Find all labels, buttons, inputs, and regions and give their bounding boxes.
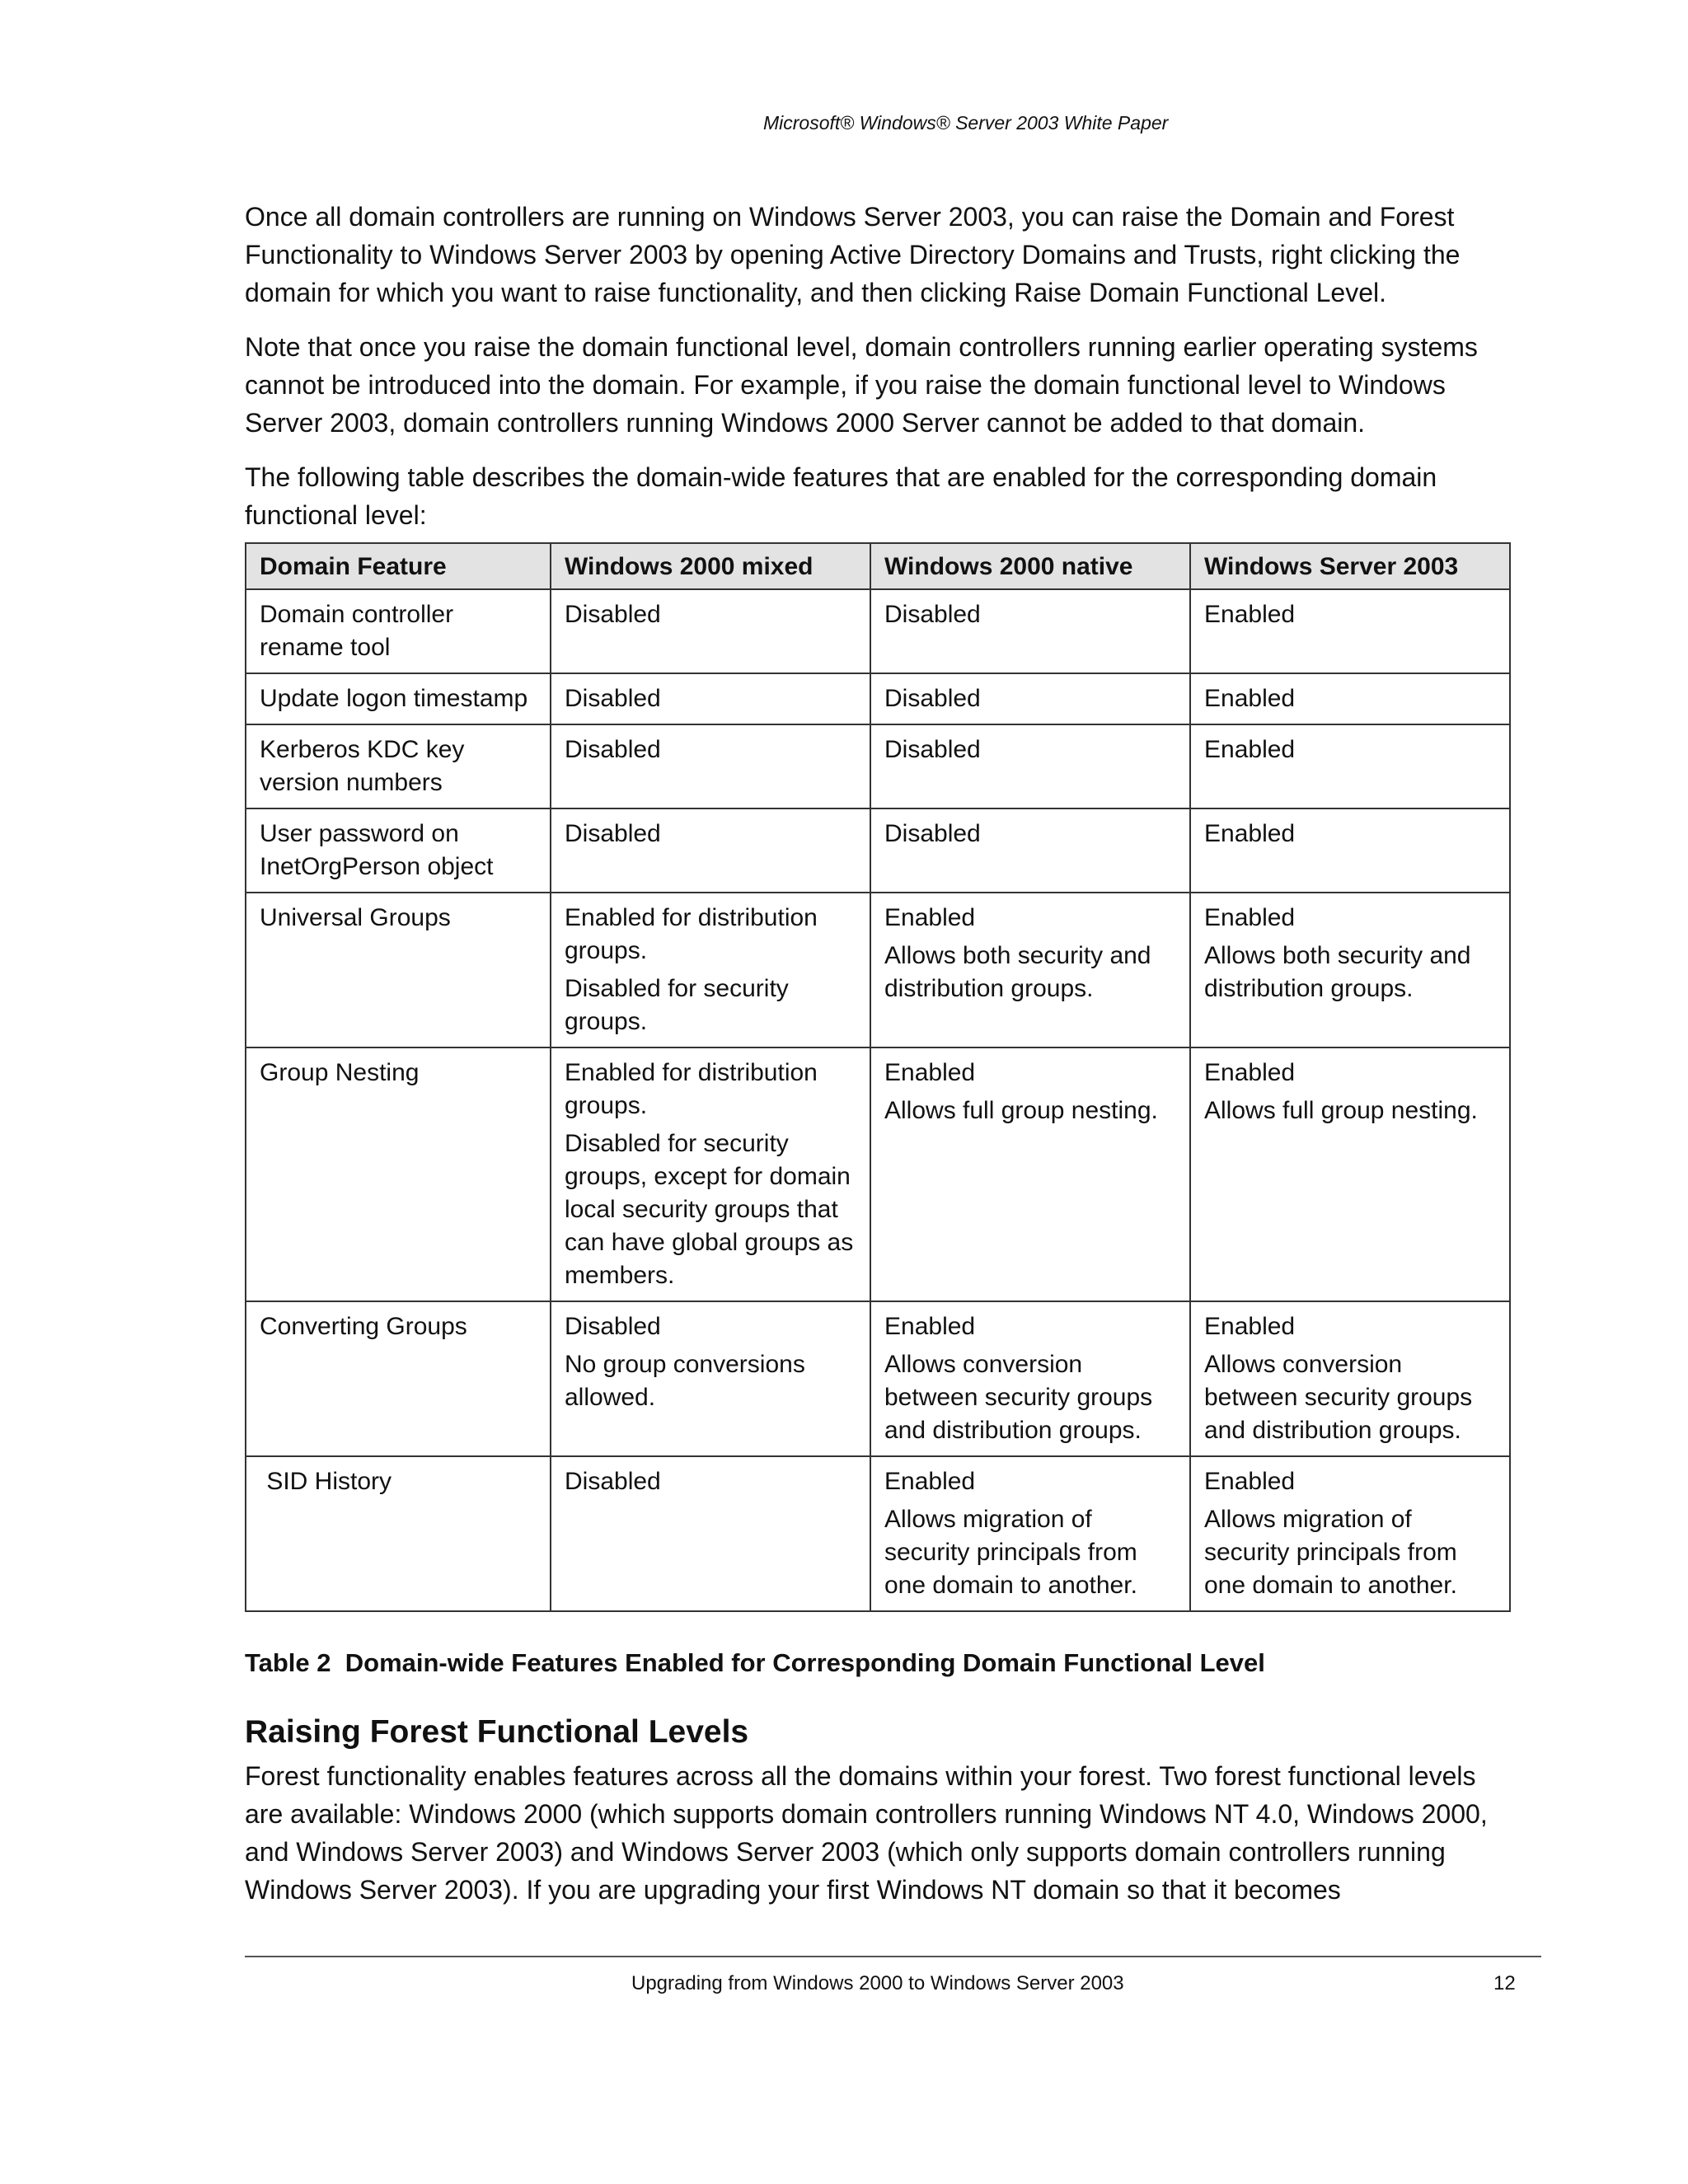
server2003-cell: Enabled Allows full group nesting. <box>1190 1047 1510 1301</box>
server2003-cell: Enabled Allows both security and distribution groups. <box>1190 893 1510 1047</box>
table-caption: Table 2 Domain-wide Features Enabled for Corresponding Domain Functional Level <box>245 1648 1265 1677</box>
page-content <box>245 198 1514 1909</box>
native-cell: Disabled <box>870 673 1190 724</box>
intro-paragraph-3: The following table describes the domain-wide features that are enabled for the corresponding domain functional level: <box>245 462 1437 530</box>
feature-cell: Converting Groups <box>246 1301 551 1456</box>
native-cell: Enabled Allows migration of security principals from one domain to another. <box>870 1456 1190 1611</box>
server2003-cell: Enabled Allows migration of security principals from one domain to another. <box>1190 1456 1510 1611</box>
table-row <box>246 1456 1510 1611</box>
mixed-cell: Disabled <box>551 724 870 808</box>
page-number: 12 <box>1493 1972 1516 1994</box>
native-cell: Enabled Allows both security and distribution groups. <box>870 893 1190 1047</box>
mixed-cell: Disabled <box>551 589 870 673</box>
feature-cell: Universal Groups <box>246 893 551 1047</box>
native-cell: Disabled <box>870 589 1190 673</box>
server2003-cell: Enabled <box>1190 589 1510 673</box>
running-header: Microsoft® Windows® Server 2003 White Paper <box>763 112 1169 134</box>
mixed-cell: Disabled <box>551 673 870 724</box>
feature-cell: User password on InetOrgPerson object <box>246 808 551 893</box>
header-domain-feature: Domain Feature <box>246 543 551 589</box>
feature-cell: Kerberos KDC key version numbers <box>246 724 551 808</box>
mixed-cell: Disabled <box>551 808 870 893</box>
header-windows-server-2003: Windows Server 2003 <box>1190 543 1510 589</box>
table-row <box>246 589 1510 673</box>
table-header-row <box>246 543 1510 589</box>
server2003-cell: Enabled <box>1190 724 1510 808</box>
table-row <box>246 1047 1510 1301</box>
intro-paragraph-1: Once all domain controllers are running on Windows Server 2003, you can raise the Domain and Forest Functionality to Windows Server 2003 by opening Active Directory Domains and Trusts, right clicking the domain for which you want to raise functionality, and then clicking Raise Domain Functional Level. <box>245 202 1461 307</box>
mixed-cell: Disabled <box>551 1456 870 1611</box>
domain-features-table <box>245 542 1511 1612</box>
native-cell: Enabled Allows full group nesting. <box>870 1047 1190 1301</box>
mixed-cell: Enabled for distribution groups. Disabled for security groups, except for domain local security groups that can have global groups as members. <box>551 1047 870 1301</box>
feature-cell: Group Nesting <box>246 1047 551 1301</box>
footer-title: Upgrading from Windows 2000 to Windows Server 2003 <box>631 1972 1124 1994</box>
header-windows-2000-mixed: Windows 2000 mixed <box>551 543 870 589</box>
mixed-cell: Disabled No group conversions allowed. <box>551 1301 870 1456</box>
feature-cell: Domain controller rename tool <box>246 589 551 673</box>
footer-divider <box>245 1956 1541 1957</box>
feature-cell: Update logon timestamp <box>246 673 551 724</box>
server2003-cell: Enabled <box>1190 673 1510 724</box>
table-row <box>246 893 1510 1047</box>
feature-cell: SID History <box>246 1456 551 1611</box>
native-cell: Disabled <box>870 724 1190 808</box>
native-cell: Enabled Allows conversion between security groups and distribution groups. <box>870 1301 1190 1456</box>
section-heading: Raising Forest Functional Levels <box>245 1714 749 1750</box>
mixed-cell: Enabled for distribution groups. Disabled for security groups. <box>551 893 870 1047</box>
table-row <box>246 1301 1510 1456</box>
header-windows-2000-native: Windows 2000 native <box>870 543 1190 589</box>
intro-paragraph-2: Note that once you raise the domain functional level, domain controllers running earlier operating systems cannot be introduced into the domain. For example, if you raise the domain functional level to Windows Server 2003, domain controllers running Windows 2000 Server cannot be added to that domain. <box>245 332 1478 438</box>
table-row <box>246 724 1510 808</box>
server2003-cell: Enabled <box>1190 808 1510 893</box>
server2003-cell: Enabled Allows conversion between security groups and distribution groups. <box>1190 1301 1510 1456</box>
section-paragraph: Forest functionality enables features across all the domains within your forest. Two forest functional levels are available: Windows 2000 (which supports domain controllers running Windows NT 4.0, Windows 2000, and Windows Server 2003) and Windows Server 2003 (which only supports domain controllers running Windows Server 2003). If you are upgrading your first Windows NT domain so that it becomes <box>245 1761 1488 1905</box>
table-row <box>246 808 1510 893</box>
native-cell: Disabled <box>870 808 1190 893</box>
table-row <box>246 673 1510 724</box>
